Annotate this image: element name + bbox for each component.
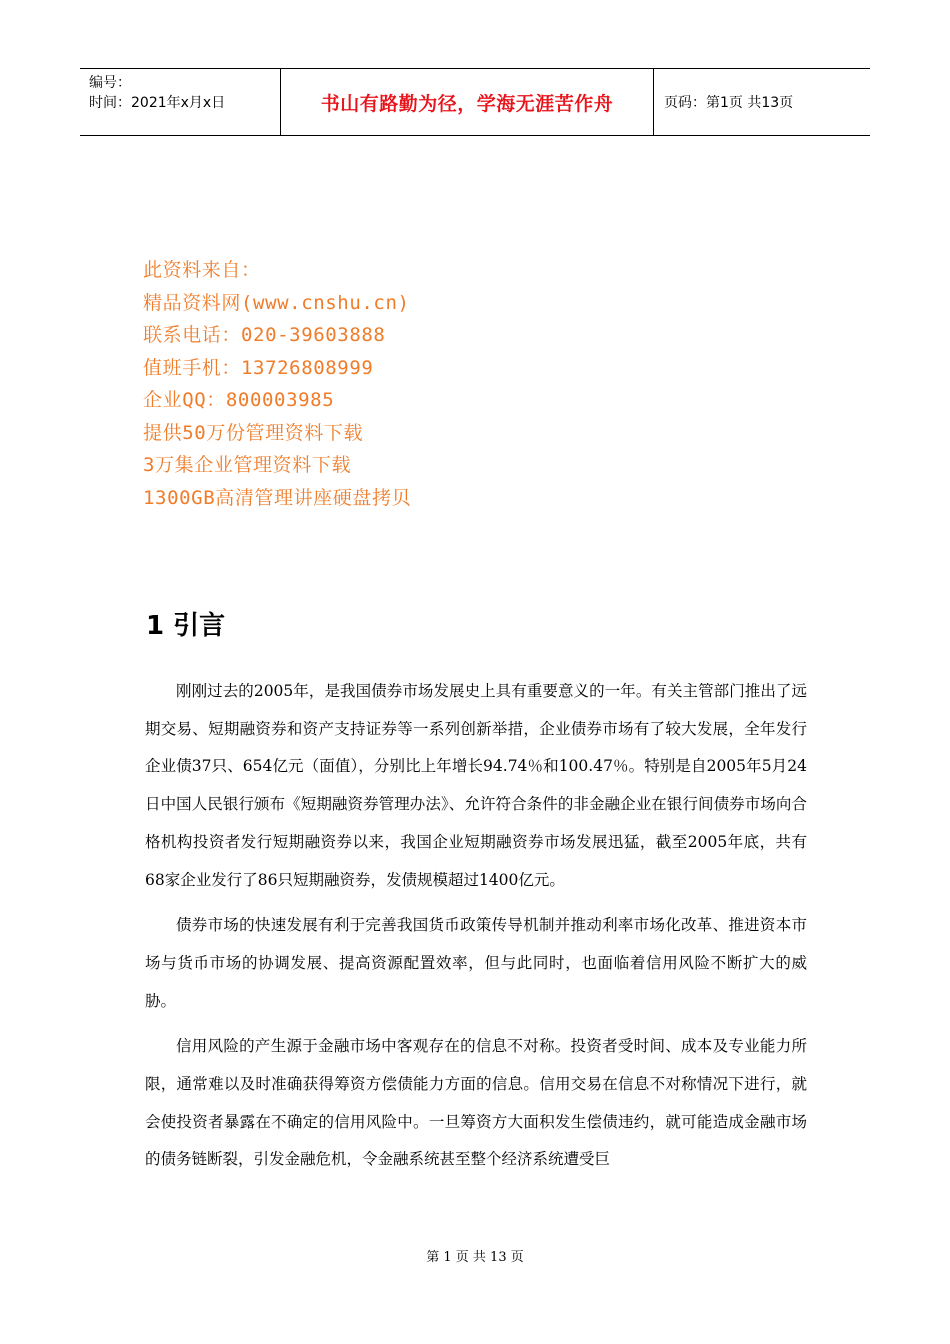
number-label: 编号： xyxy=(89,75,131,91)
ad-line: 企业QQ：800003985 xyxy=(143,389,335,411)
ad-line: 此资料来自： xyxy=(143,259,261,281)
header-left-cell xyxy=(80,69,281,135)
header-table xyxy=(80,68,870,136)
ad-line: 提供50万份管理资料下载 xyxy=(143,421,364,444)
ad-line: 1300GB高清管理讲座硬盘拷贝 xyxy=(143,486,412,509)
ad-line: 3万集企业管理资料下载 xyxy=(143,454,352,476)
ad-line: 精品资料网(www.cnshu.cn) xyxy=(143,291,410,314)
source-info-block xyxy=(143,254,411,514)
paragraph: 刚刚过去的2005年，是我国债券市场发展史上具有重要意义的一年。有关主管部门推出了远期交易、短期融资券和资产支持证券等一系列创新举措，企业债券市场有了较大发展，全年发行企业债37只、654亿元（面值），分别比上年增长94.74％和100.47％。特别是自2005年5月24日中国人民银行颁布《短期融资券管理办法》、允许符合条件的非金融企业在银行间债券市场向合格机构投资者发行短期融资券以来，我国企业短期融资券市场发展迅猛，截至2005年底，共有68家企业发行了86只短期融资券，发债规模超过1400亿元。 xyxy=(145,682,807,889)
paragraph: 债券市场的快速发展有利于完善我国货币政策传导机制并推动利率市场化改革、推进资本市场与货币市场的协调发展、提高资源配置效率，但与此同时，也面临着信用风险不断扩大的威胁。 xyxy=(145,916,807,1010)
ad-line: 值班手机：13726808999 xyxy=(143,356,374,379)
ad-line: 联系电话：020-39603888 xyxy=(143,324,386,346)
time-label: 时间：2021年x月x日 xyxy=(89,95,226,111)
page-footer: 第 1 页 共 13 页 xyxy=(426,1250,524,1265)
motto: 书山有路勤为径，学海无涯苦作舟 xyxy=(281,69,654,135)
page-number-label: 页码：第1页 共13页 xyxy=(664,95,794,111)
paragraph: 信用风险的产生源于金融市场中客观存在的信息不对称。投资者受时间、成本及专业能力所限，通常难以及时准确获得筹资方偿债能力方面的信息。信用交易在信息不对称情况下进行，就会使投资者暴露在不确定的信用风险中。一旦筹资方大面积发生偿债违约，就可能造成金融市场的债务链断裂，引发金融危机，令金融系统甚至整个经济系统遭受巨 xyxy=(145,1037,807,1169)
section-heading: 1 引言 xyxy=(146,611,226,641)
section-body xyxy=(145,673,807,1187)
